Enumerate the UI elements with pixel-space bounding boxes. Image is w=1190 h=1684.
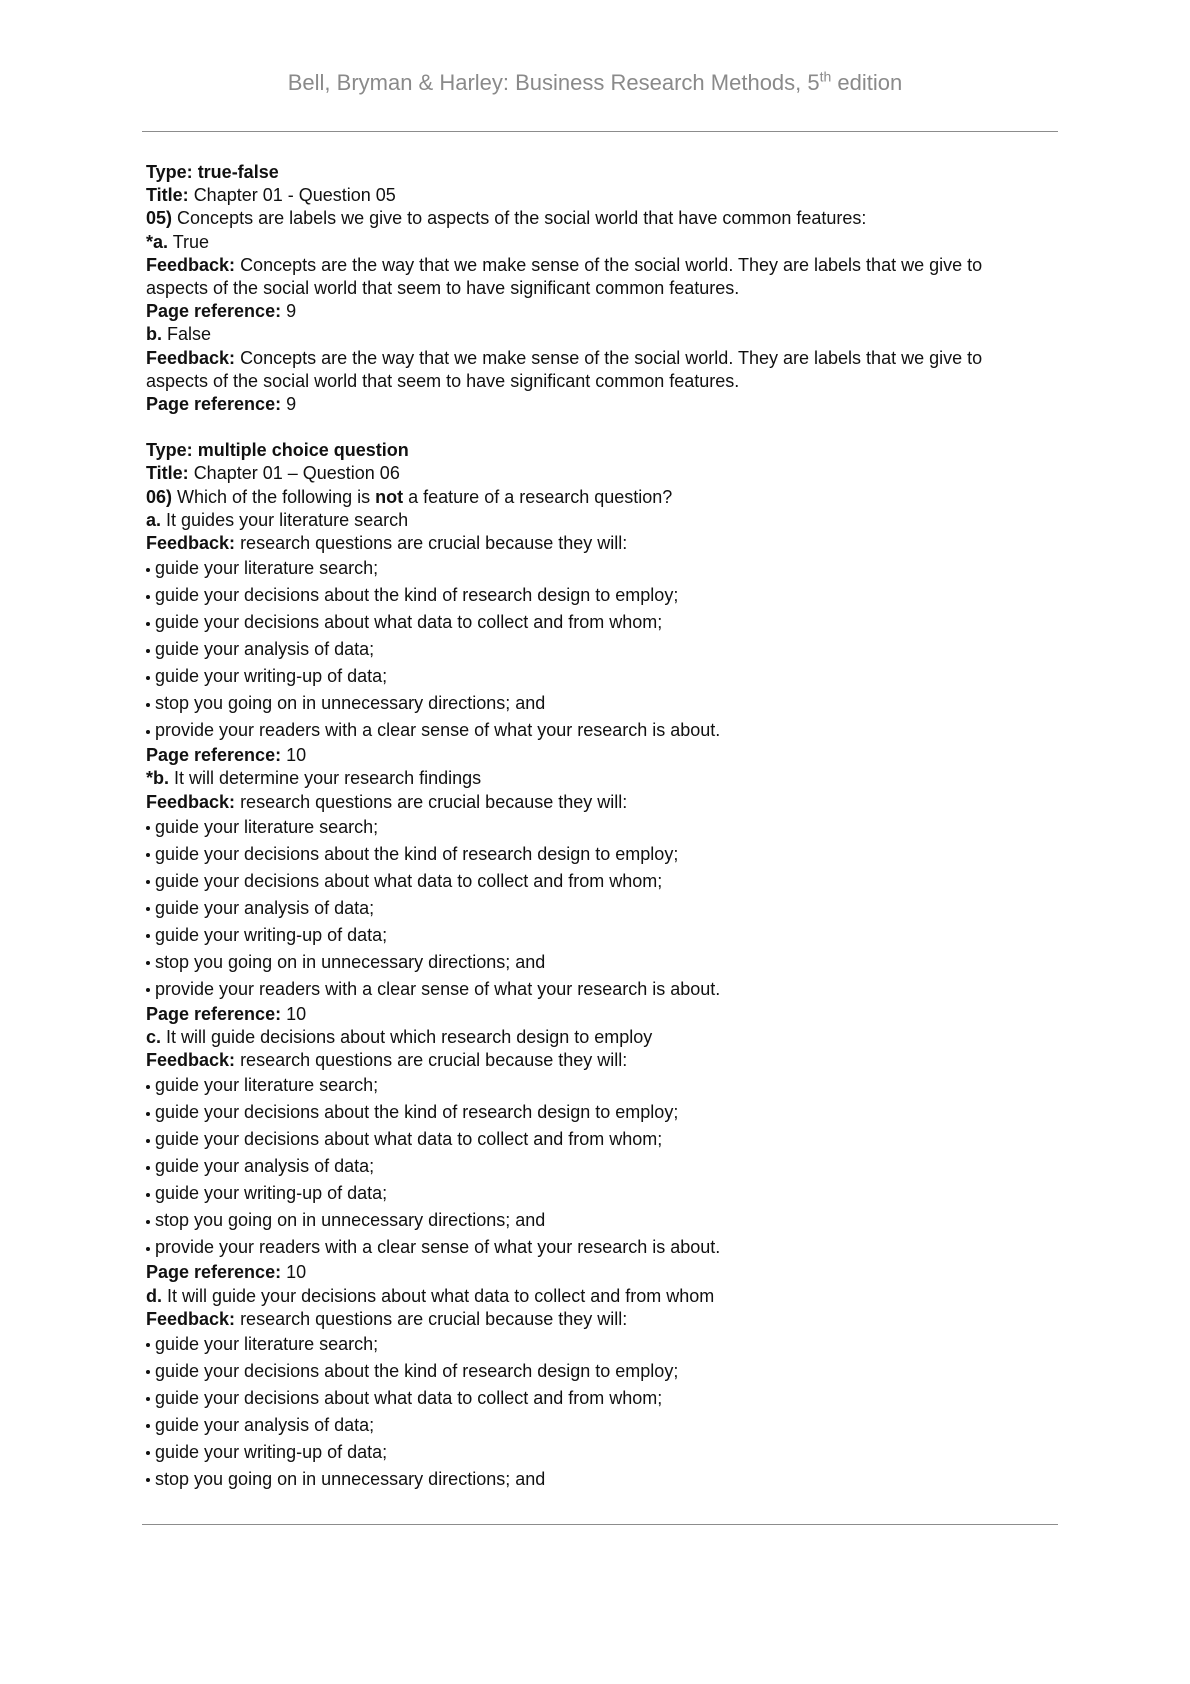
list-item: provide your readers with a clear sense of what your research is about.	[146, 976, 1046, 1003]
bullet-icon	[146, 1424, 150, 1428]
list-item: guide your decisions about the kind of research design to employ;	[146, 582, 1046, 609]
list-item: guide your analysis of data;	[146, 895, 1046, 922]
bullet-icon	[146, 880, 150, 884]
bullet-icon	[146, 1478, 150, 1482]
bullet-icon	[146, 730, 150, 734]
bullet-icon	[146, 649, 150, 653]
running-header: Bell, Bryman & Harley: Business Research Methods, 5th edition	[287, 68, 903, 95]
list-item: guide your writing-up of data;	[146, 1180, 1046, 1207]
document-body	[146, 161, 1046, 1493]
bullet-icon	[146, 703, 150, 707]
list-item: guide your decisions about the kind of research design to employ;	[146, 1358, 1046, 1385]
q05-stem: 05) Concepts are labels we give to aspects of the social world that have common features:	[146, 208, 867, 229]
bullet-icon	[146, 1451, 150, 1455]
bullet-icon	[146, 1220, 150, 1224]
q05-a-feedback: Feedback: Concepts are the way that we make sense of the social world. They are labels that we give to aspects of the social world that seem to have significant common features.	[146, 254, 983, 299]
q05-b-page-ref: Page reference: 9	[146, 394, 297, 415]
bullet-icon	[146, 934, 150, 938]
bullet-icon	[146, 1343, 150, 1347]
bullet-icon	[146, 676, 150, 680]
bullet-icon	[146, 826, 150, 830]
list-item: stop you going on in unnecessary directions; and	[146, 1207, 1046, 1234]
q06-option-c: c. It will guide decisions about which research design to employ	[146, 1027, 653, 1048]
bullet-icon	[146, 1139, 150, 1143]
list-item: provide your readers with a clear sense of what your research is about.	[146, 717, 1046, 744]
bullet-icon	[146, 988, 150, 992]
q06-option-b: *b. It will determine your research findings	[146, 768, 482, 789]
q06-d-bullet-list	[146, 1331, 1046, 1493]
q06-stem: 06) Which of the following is not a feature of a research question?	[146, 486, 673, 507]
bullet-icon	[146, 853, 150, 857]
bullet-icon	[146, 1085, 150, 1089]
q06-b-bullet-list	[146, 814, 1046, 1003]
q06-c-bullet-list	[146, 1072, 1046, 1261]
list-item: guide your decisions about what data to collect and from whom;	[146, 1385, 1046, 1412]
footer-rule	[142, 1524, 1058, 1525]
q06-a-bullet-list	[146, 555, 1046, 744]
q06-a-feedback: Feedback: research questions are crucial because they will:	[146, 533, 628, 554]
q05-title: Title: Chapter 01 - Question 05	[146, 185, 396, 206]
list-item: guide your decisions about what data to collect and from whom;	[146, 1126, 1046, 1153]
q05-a-page-ref: Page reference: 9	[146, 301, 297, 322]
list-item: guide your analysis of data;	[146, 636, 1046, 663]
list-item: stop you going on in unnecessary directions; and	[146, 690, 1046, 717]
bullet-icon	[146, 961, 150, 965]
q05-option-b: b. False	[146, 324, 212, 345]
q06-a-page-ref: Page reference: 10	[146, 745, 307, 766]
bullet-icon	[146, 1397, 150, 1401]
bullet-icon	[146, 1247, 150, 1251]
list-item: guide your writing-up of data;	[146, 922, 1046, 949]
q06-b-page-ref: Page reference: 10	[146, 1003, 307, 1024]
q06-title: Title: Chapter 01 – Question 06	[146, 463, 400, 484]
list-item: guide your literature search;	[146, 1072, 1046, 1099]
q06-option-d: d. It will guide your decisions about what data to collect and from whom	[146, 1285, 715, 1306]
q05-option-a: *a. True	[146, 231, 210, 252]
list-item: guide your analysis of data;	[146, 1153, 1046, 1180]
bullet-icon	[146, 595, 150, 599]
bullet-icon	[146, 1193, 150, 1197]
bullet-icon	[146, 1370, 150, 1374]
bullet-icon	[146, 907, 150, 911]
q06-c-feedback: Feedback: research questions are crucial because they will:	[146, 1050, 628, 1071]
q06-option-a: a. It guides your literature search	[146, 509, 409, 530]
q05-b-feedback: Feedback: Concepts are the way that we make sense of the social world. They are labels that we give to aspects of the social world that seem to have significant common features.	[146, 347, 983, 391]
header-rule	[142, 131, 1058, 132]
list-item: provide your readers with a clear sense of what your research is about.	[146, 1234, 1046, 1261]
bullet-icon	[146, 622, 150, 626]
list-item: guide your decisions about what data to collect and from whom;	[146, 609, 1046, 636]
list-item: guide your analysis of data;	[146, 1412, 1046, 1439]
bullet-icon	[146, 1166, 150, 1170]
q05-type: Type: true-false	[146, 162, 279, 182]
list-item: guide your literature search;	[146, 555, 1046, 582]
list-item: guide your decisions about the kind of research design to employ;	[146, 841, 1046, 868]
list-item: stop you going on in unnecessary directions; and	[146, 949, 1046, 976]
q06-d-feedback: Feedback: research questions are crucial because they will:	[146, 1308, 628, 1329]
list-item: guide your decisions about what data to collect and from whom;	[146, 868, 1046, 895]
list-item: guide your decisions about the kind of research design to employ;	[146, 1099, 1046, 1126]
q06-b-feedback: Feedback: research questions are crucial because they will:	[146, 791, 628, 812]
list-item: guide your writing-up of data;	[146, 663, 1046, 690]
list-item: guide your writing-up of data;	[146, 1439, 1046, 1466]
list-item: guide your literature search;	[146, 814, 1046, 841]
list-item: stop you going on in unnecessary directions; and	[146, 1466, 1046, 1493]
q06-type: Type: multiple choice question	[146, 440, 409, 461]
list-item: guide your literature search;	[146, 1331, 1046, 1358]
bullet-icon	[146, 568, 150, 572]
bullet-icon	[146, 1112, 150, 1116]
q06-c-page-ref: Page reference: 10	[146, 1262, 307, 1283]
